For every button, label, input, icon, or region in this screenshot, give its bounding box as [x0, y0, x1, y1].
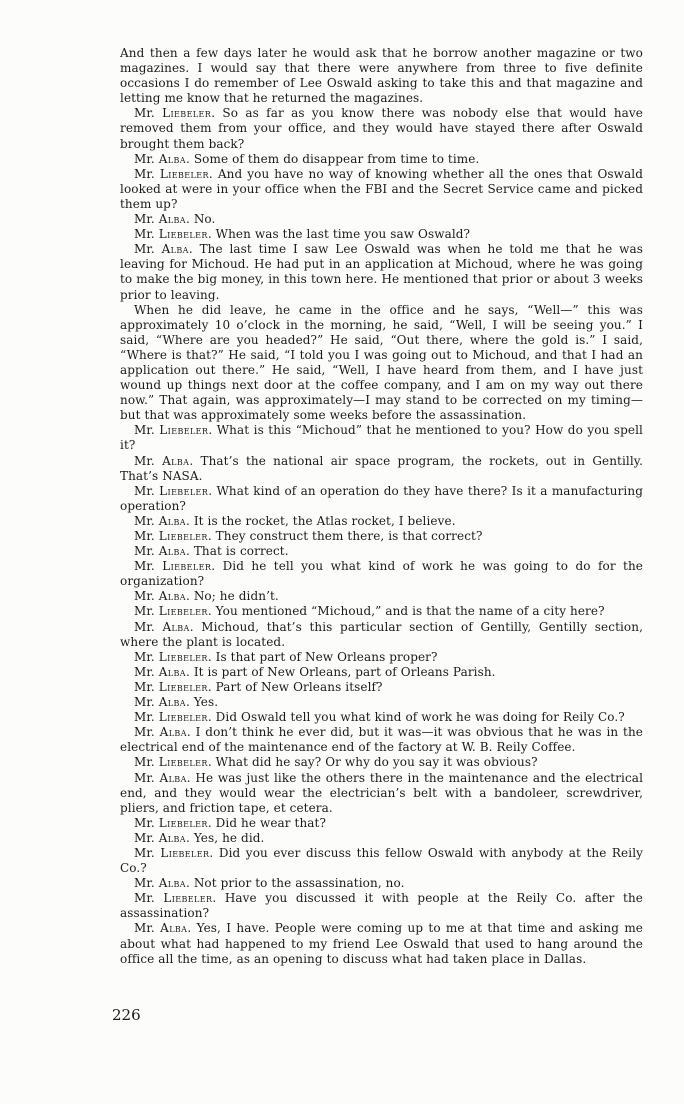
transcript-paragraph: Mr. Alba. Not prior to the assassination, no. — [134, 876, 405, 891]
transcript-paragraph: Mr. Alba. That is correct. — [134, 544, 289, 559]
speaker-name: Mr. Alba. — [134, 921, 197, 936]
speaker-name: Mr. Liebeler. — [134, 710, 216, 725]
speaker-name: Mr. Alba. — [134, 830, 194, 845]
speaker-name: Mr. Liebeler. — [134, 815, 216, 830]
transcript-paragraph: Mr. Liebeler. Did he tell you what kind of work he was going to do for the organization? — [120, 559, 643, 589]
transcript-paragraph: Mr. Liebeler. Is that part of New Orleans proper? — [134, 649, 438, 664]
transcript-paragraph: Mr. Liebeler. You mentioned “Michoud,” and is that the name of a city here? — [134, 604, 605, 619]
speaker-name: Mr. Alba. — [134, 664, 194, 679]
speaker-name: Mr. Alba. — [134, 589, 194, 604]
transcript-paragraph: Mr. Alba. It is the rocket, the Atlas rocket, I believe. — [134, 513, 456, 528]
transcript-paragraph: Mr. Alba. That’s the national air space program, the rockets, out in Gentilly. That’s NASA. — [120, 453, 643, 483]
transcript-paragraph: Mr. Liebeler. So as far as you know there was nobody else that would have removed them from your office, and they would have stayed there after Oswald brought them back? — [120, 106, 643, 151]
speaker-name: Mr. Alba. — [134, 876, 194, 891]
speaker-name: Mr. Alba. — [134, 151, 194, 166]
transcript-paragraph: Mr. Liebeler. Have you discussed it with people at the Reily Co. after the assassination? — [120, 891, 643, 921]
speaker-name: Mr. Liebeler. — [134, 106, 223, 121]
transcript-paragraph: Mr. Liebeler. Did Oswald tell you what kind of work he was doing for Reily Co.? — [134, 710, 625, 725]
transcript-paragraph: Mr. Alba. Michoud, that’s this particular section of Gentilly, Gentilly section, where the plant is located. — [120, 619, 644, 649]
transcript-paragraph: Mr. Alba. Some of them do disappear from time to time. — [134, 151, 480, 166]
speaker-name: Mr. Liebeler. — [134, 423, 217, 438]
speaker-name: Mr. Liebeler. — [134, 529, 216, 543]
speaker-name: Mr. Liebeler. — [134, 559, 223, 574]
transcript-paragraph: Mr. Liebeler. When was the last time you saw Oswald? — [134, 227, 471, 242]
speaker-name: Mr. Liebeler. — [134, 483, 217, 498]
speaker-name: Mr. Alba. — [134, 544, 194, 559]
transcript-paragraph: Mr. Liebeler. Did he wear that? — [134, 815, 326, 830]
transcript-paragraph: Mr. Liebeler. What is this “Michoud” that he mentioned to you? How do you spell it? — [120, 423, 643, 453]
transcript-paragraph: Mr. Alba. No. — [134, 212, 216, 227]
speaker-name: Mr. Alba. — [134, 212, 194, 227]
transcript-paragraph: Mr. Alba. Yes. — [134, 695, 219, 710]
transcript-paragraph: Mr. Liebeler. They construct them there, is that correct? — [134, 529, 483, 543]
speaker-name: Mr. Alba. — [134, 770, 196, 785]
page-number: 226 — [112, 1006, 141, 1024]
transcript-paragraph: And then a few days later he would ask that he borrow another magazine or two magazines. I would say that there were anywhere from three to five definite occasions I do remember of Lee Oswald asking to take this and that magazine and letting me know that he returned the magazines. — [120, 46, 643, 106]
speaker-name: Mr. Alba. — [134, 242, 200, 257]
speaker-name: Mr. Liebeler. — [134, 649, 216, 664]
speaker-name: Mr. Alba. — [134, 695, 194, 710]
speaker-name: Mr. Liebeler. — [134, 604, 216, 619]
speaker-name: Mr. Liebeler. — [134, 845, 219, 860]
transcript-paragraph: When he did leave, he came in the office and he says, “Well—” this was approximately 10 o’clock in the morning, he said, “Well, I will be seeing you.” I said, “Where are you headed?” He said, “Out there, where the gold is.” I said, “Where is that?” He said, “I told you I was going out to Michoud, and that I had an application out there.” He said, “Well, I have heard from them, and I have just wound up things next door at the coffee company, and I am on my way out there now.” That again, was approximately—I may stand to be corrected on my timing—but that was approximately some weeks before the assassination. — [120, 302, 643, 423]
transcript-paragraph: Mr. Alba. I don’t think he ever did, but it was—it was obvious that he was in the electrical end of the maintenance end of the factory at W. B. Reily Coffee. — [120, 725, 643, 755]
transcript-paragraph: Mr. Alba. The last time I saw Lee Oswald was when he told me that he was leaving for Michoud. He had put in an application at Michoud, where he was going to make the big money, in this town here. He mentioned that prior or about 3 weeks prior to leaving. — [120, 242, 643, 302]
transcript-paragraph: Mr. Alba. No; he didn’t. — [134, 589, 279, 604]
transcript-paragraph: Mr. Liebeler. Part of New Orleans itself? — [134, 679, 383, 694]
transcript-paragraph: Mr. Alba. It is part of New Orleans, part of Orleans Parish. — [134, 664, 496, 679]
speaker-name: Mr. Liebeler. — [134, 755, 216, 770]
transcript-text-block — [120, 46, 643, 967]
speaker-name: Mr. Liebeler. — [134, 891, 225, 906]
transcript-paragraph: Mr. Liebeler. What did he say? Or why do you say it was obvious? — [134, 755, 538, 770]
transcript-paragraph: Mr. Alba. He was just like the others there in the maintenance and the electrical end, and they would wear the electrician’s belt with a bandoleer, screwdriver, pliers, and friction tape, et cetera. — [120, 770, 644, 815]
speaker-name: Mr. Alba. — [134, 453, 201, 468]
transcript-paragraph: Mr. Liebeler. Did you ever discuss this fellow Oswald with anybody at the Reily Co.? — [120, 845, 644, 876]
speaker-name: Mr. Liebeler. — [134, 166, 218, 181]
speaker-name: Mr. Liebeler. — [134, 227, 216, 242]
transcript-paragraph: Mr. Alba. Yes, he did. — [134, 830, 265, 845]
transcript-paragraph: Mr. Alba. Yes, I have. People were coming up to me at that time and asking me about what had happened to my friend Lee Oswald that used to hang around the office all the time, as an opening to discuss what had taken place in Dallas. — [120, 921, 643, 966]
speaker-name: Mr. Liebeler. — [134, 679, 216, 694]
transcript-paragraph: Mr. Liebeler. What kind of an operation do they have there? Is it a manufacturing operation? — [120, 483, 643, 513]
transcript-paragraph: Mr. Liebeler. And you have no way of knowing whether all the ones that Oswald looked at were in your office when the FBI and the Secret Service came and picked them up? — [120, 166, 643, 211]
speaker-name: Mr. Alba. — [134, 725, 196, 740]
speaker-name: Mr. Alba. — [134, 619, 202, 634]
speaker-name: Mr. Alba. — [134, 513, 194, 528]
